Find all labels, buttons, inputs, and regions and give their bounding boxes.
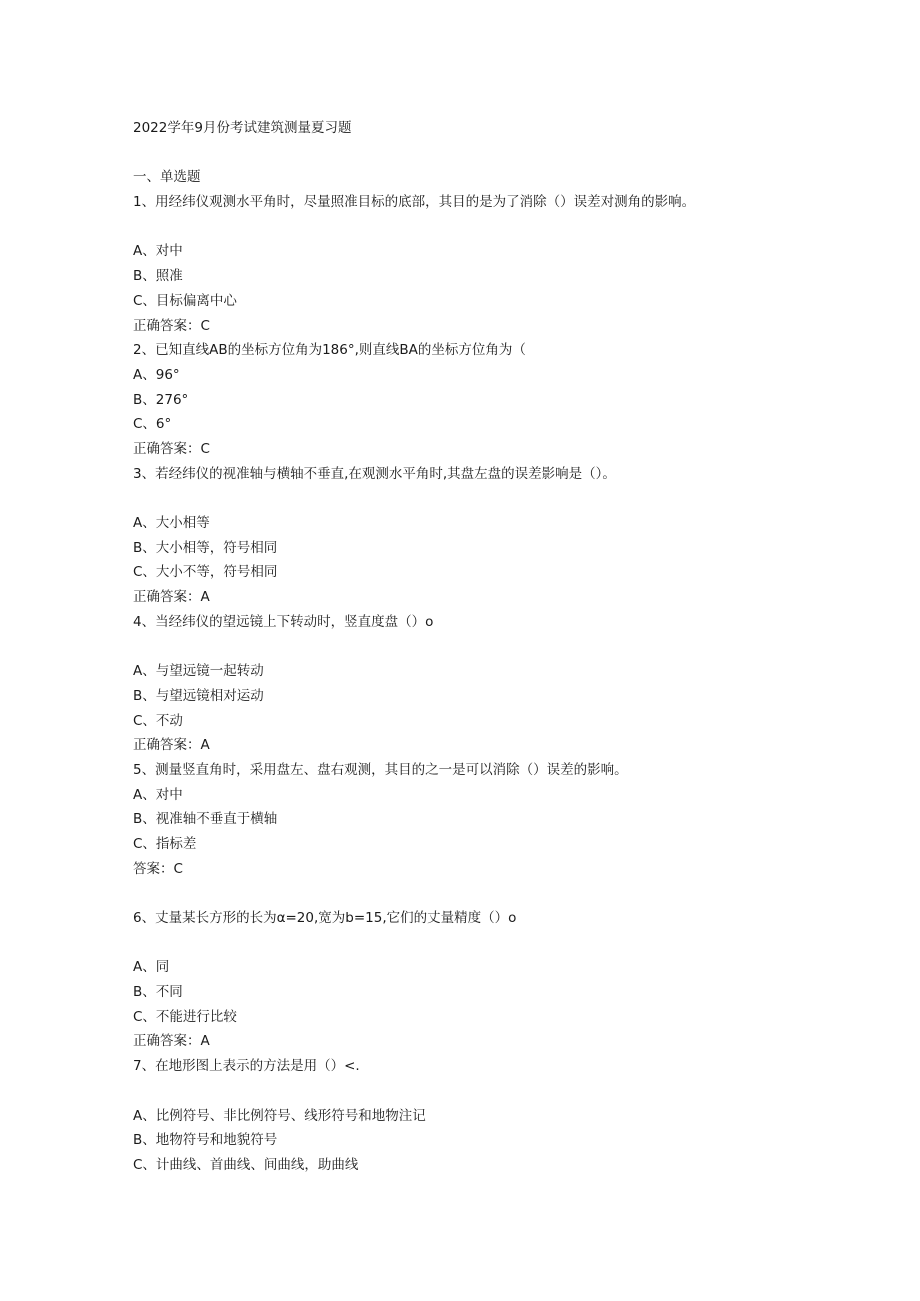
option: B、与望远镜相对运动	[133, 687, 264, 704]
option: B、不同	[133, 984, 183, 1001]
option: B、大小相等，符号相同	[133, 539, 278, 556]
option: A、对中	[133, 243, 183, 260]
question-stem: 4、当经纬仪的望远镜上下转动时，竖直度盘（）o	[133, 613, 434, 630]
option: A、同	[133, 959, 170, 976]
option: A、比例符号、非比例符号、线形符号和地物注记	[133, 1107, 426, 1124]
answer: 答案：C	[133, 860, 183, 877]
option: A、96°	[133, 366, 180, 383]
option: C、不能进行比较	[133, 1008, 237, 1025]
answer: 正确答案：A	[133, 1033, 210, 1050]
option: B、照准	[133, 268, 183, 285]
question-stem: 1、用经纬仪观测水平角时，尽量照准目标的底部，其目的是为了消除（）误差对测角的影响。	[133, 194, 696, 211]
document-page	[133, 116, 833, 1178]
option: A、与望远镜一起转动	[133, 663, 264, 680]
option: B、视准轴不垂直于横轴	[133, 811, 278, 828]
answer: 正确答案：C	[133, 440, 210, 457]
option: C、目标偏离中心	[133, 292, 237, 309]
option: B、地物符号和地貌符号	[133, 1132, 278, 1149]
option: C、6°	[133, 416, 172, 433]
question-stem: 7、在地形图上表示的方法是用（）<.	[133, 1058, 360, 1075]
answer: 正确答案：C	[133, 317, 210, 334]
option: C、不动	[133, 712, 183, 729]
question-stem: 6、丈量某长方形的长为α=20,宽为b=15,它们的丈量精度（）o	[133, 910, 517, 926]
section-heading: 一、单选题	[133, 169, 201, 186]
question-stem: 2、已知直线AB的坐标方位角为186°,则直线BA的坐标方位角为（	[133, 342, 526, 359]
document-title: 2022学年9月份考试建筑测量夏习题	[133, 120, 352, 136]
answer: 正确答案：A	[133, 737, 210, 754]
option: C、大小不等，符号相同	[133, 564, 278, 581]
option: C、计曲线、首曲线、间曲线，助曲线	[133, 1156, 359, 1173]
question-stem: 3、若经纬仪的视准轴与横轴不垂直,在观测水平角时,其盘左盘的误差影响是（）。	[133, 465, 616, 482]
answer: 正确答案：A	[133, 589, 210, 606]
option: C、指标差	[133, 835, 197, 852]
option: A、大小相等	[133, 515, 210, 531]
option: A、对中	[133, 786, 183, 803]
question-stem: 5、测量竖直角时，采用盘左、盘右观测，其目的之一是可以消除（）误差的影响。	[133, 761, 628, 778]
option: B、276°	[133, 391, 189, 408]
